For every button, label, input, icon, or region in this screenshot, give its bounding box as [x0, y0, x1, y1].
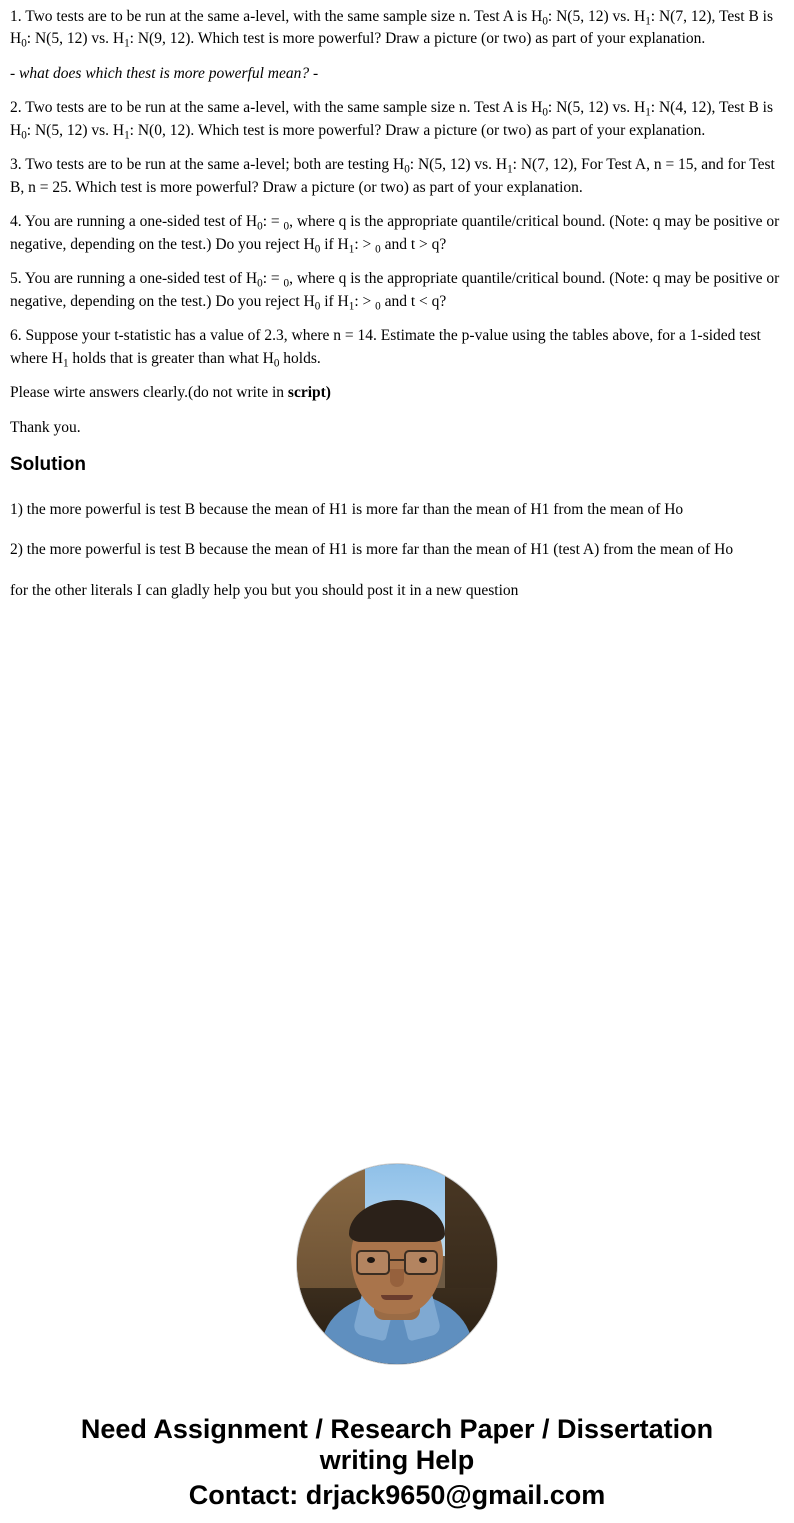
question-3-text: 3. Two tests are to be run at the same a-level; both are testing $H_0$: N(5, 12) vs. $H_1$: N(7, 12), For Test A, n = 15, and for Test B, n = 25. Which test is more powerful? Draw a picture (or two) as part of your explanation. — [10, 156, 775, 196]
solution-heading: Solution — [10, 454, 86, 476]
avatar-nose — [390, 1269, 404, 1287]
thank-you-line: Thank you. — [10, 418, 81, 436]
question-4-text: 4. You are running a one-sided test of $H_0$: = $_0$, where q is the appropriate quantile/critical bound. (Note: q may be positive or negative, depending on the test.) Do you reject $H_0$ if $H_1$: > $_0$ and t > q? — [10, 213, 780, 256]
avatar-eye-right — [419, 1257, 427, 1263]
question-2-text: 2. Two tests are to be run at the same a-level, with the same sample size n. Test A is $H_0$: N(5, 12) vs. $H_1$: N(4, 12), Test B is $H_0$: N(5, 12) vs. $H_1$: N(0, 12). Which test is more powerful? Draw a picture (or two) as part of your explanation. — [10, 99, 773, 142]
content-spacer — [10, 620, 784, 1160]
question-5 — [10, 268, 784, 313]
footer-contact: Contact: drjack9650@gmail.com — [188, 1480, 606, 1511]
instruction-note-emphasis: script) — [287, 384, 331, 402]
footer-line-1: Need Assignment / Research Paper / Dissertation — [80, 1413, 714, 1444]
question-2 — [10, 97, 784, 142]
question-1 — [10, 6, 784, 51]
question-5-text: 5. You are running a one-sided test of $H_0$: = $_0$, where q is the appropriate quantile/critical bound. (Note: q may be positive or negative, depending on the test.) Do you reject $H_0$ if $H_1$: > $_0$ and t < q? — [10, 270, 780, 313]
avatar-eye-left — [367, 1257, 375, 1263]
question-6-text: 6. Suppose your t-statistic has a value of 2.3, where n = 14. Estimate the p-value using the tables above, for a 1-sided test where $H_1$ holds that is greater than what $H_0$ holds. — [10, 327, 761, 370]
instruction-note — [10, 382, 784, 404]
avatar-mouth — [381, 1295, 413, 1300]
aside-note: - what does which thest is more powerful mean? - — [10, 64, 319, 82]
footer — [10, 1414, 784, 1511]
answer-3: for the other literals I can gladly help you but you should post it in a new question — [10, 581, 519, 599]
answer-2: 2) the more powerful is test B because the mean of H1 is more far than the mean of H1 (test A) from the mean of Ho — [10, 541, 734, 559]
question-4 — [10, 211, 784, 256]
answer-1: 1) the more powerful is test B because the mean of H1 is more far than the mean of H1 from the mean of Ho — [10, 500, 684, 518]
instruction-note-text: Please wirte answers clearly.(do not write in — [10, 384, 288, 402]
avatar — [297, 1164, 497, 1364]
question-3 — [10, 154, 784, 199]
footer-line-2: writing Help — [319, 1445, 475, 1476]
avatar-glasses-bridge — [390, 1259, 404, 1261]
avatar-container — [10, 1164, 784, 1364]
question-1-text: 1. Two tests are to be run at the same a-level, with the same sample size n. Test A is $H_0$: N(5, 12) vs. $H_1$: N(7, 12), Test B is $H_0$: N(5, 12) vs. $H_1$: N(9, 12). Which test is more powerful? Draw a picture (or two) as part of your explanation. — [10, 8, 773, 51]
question-6 — [10, 325, 784, 370]
